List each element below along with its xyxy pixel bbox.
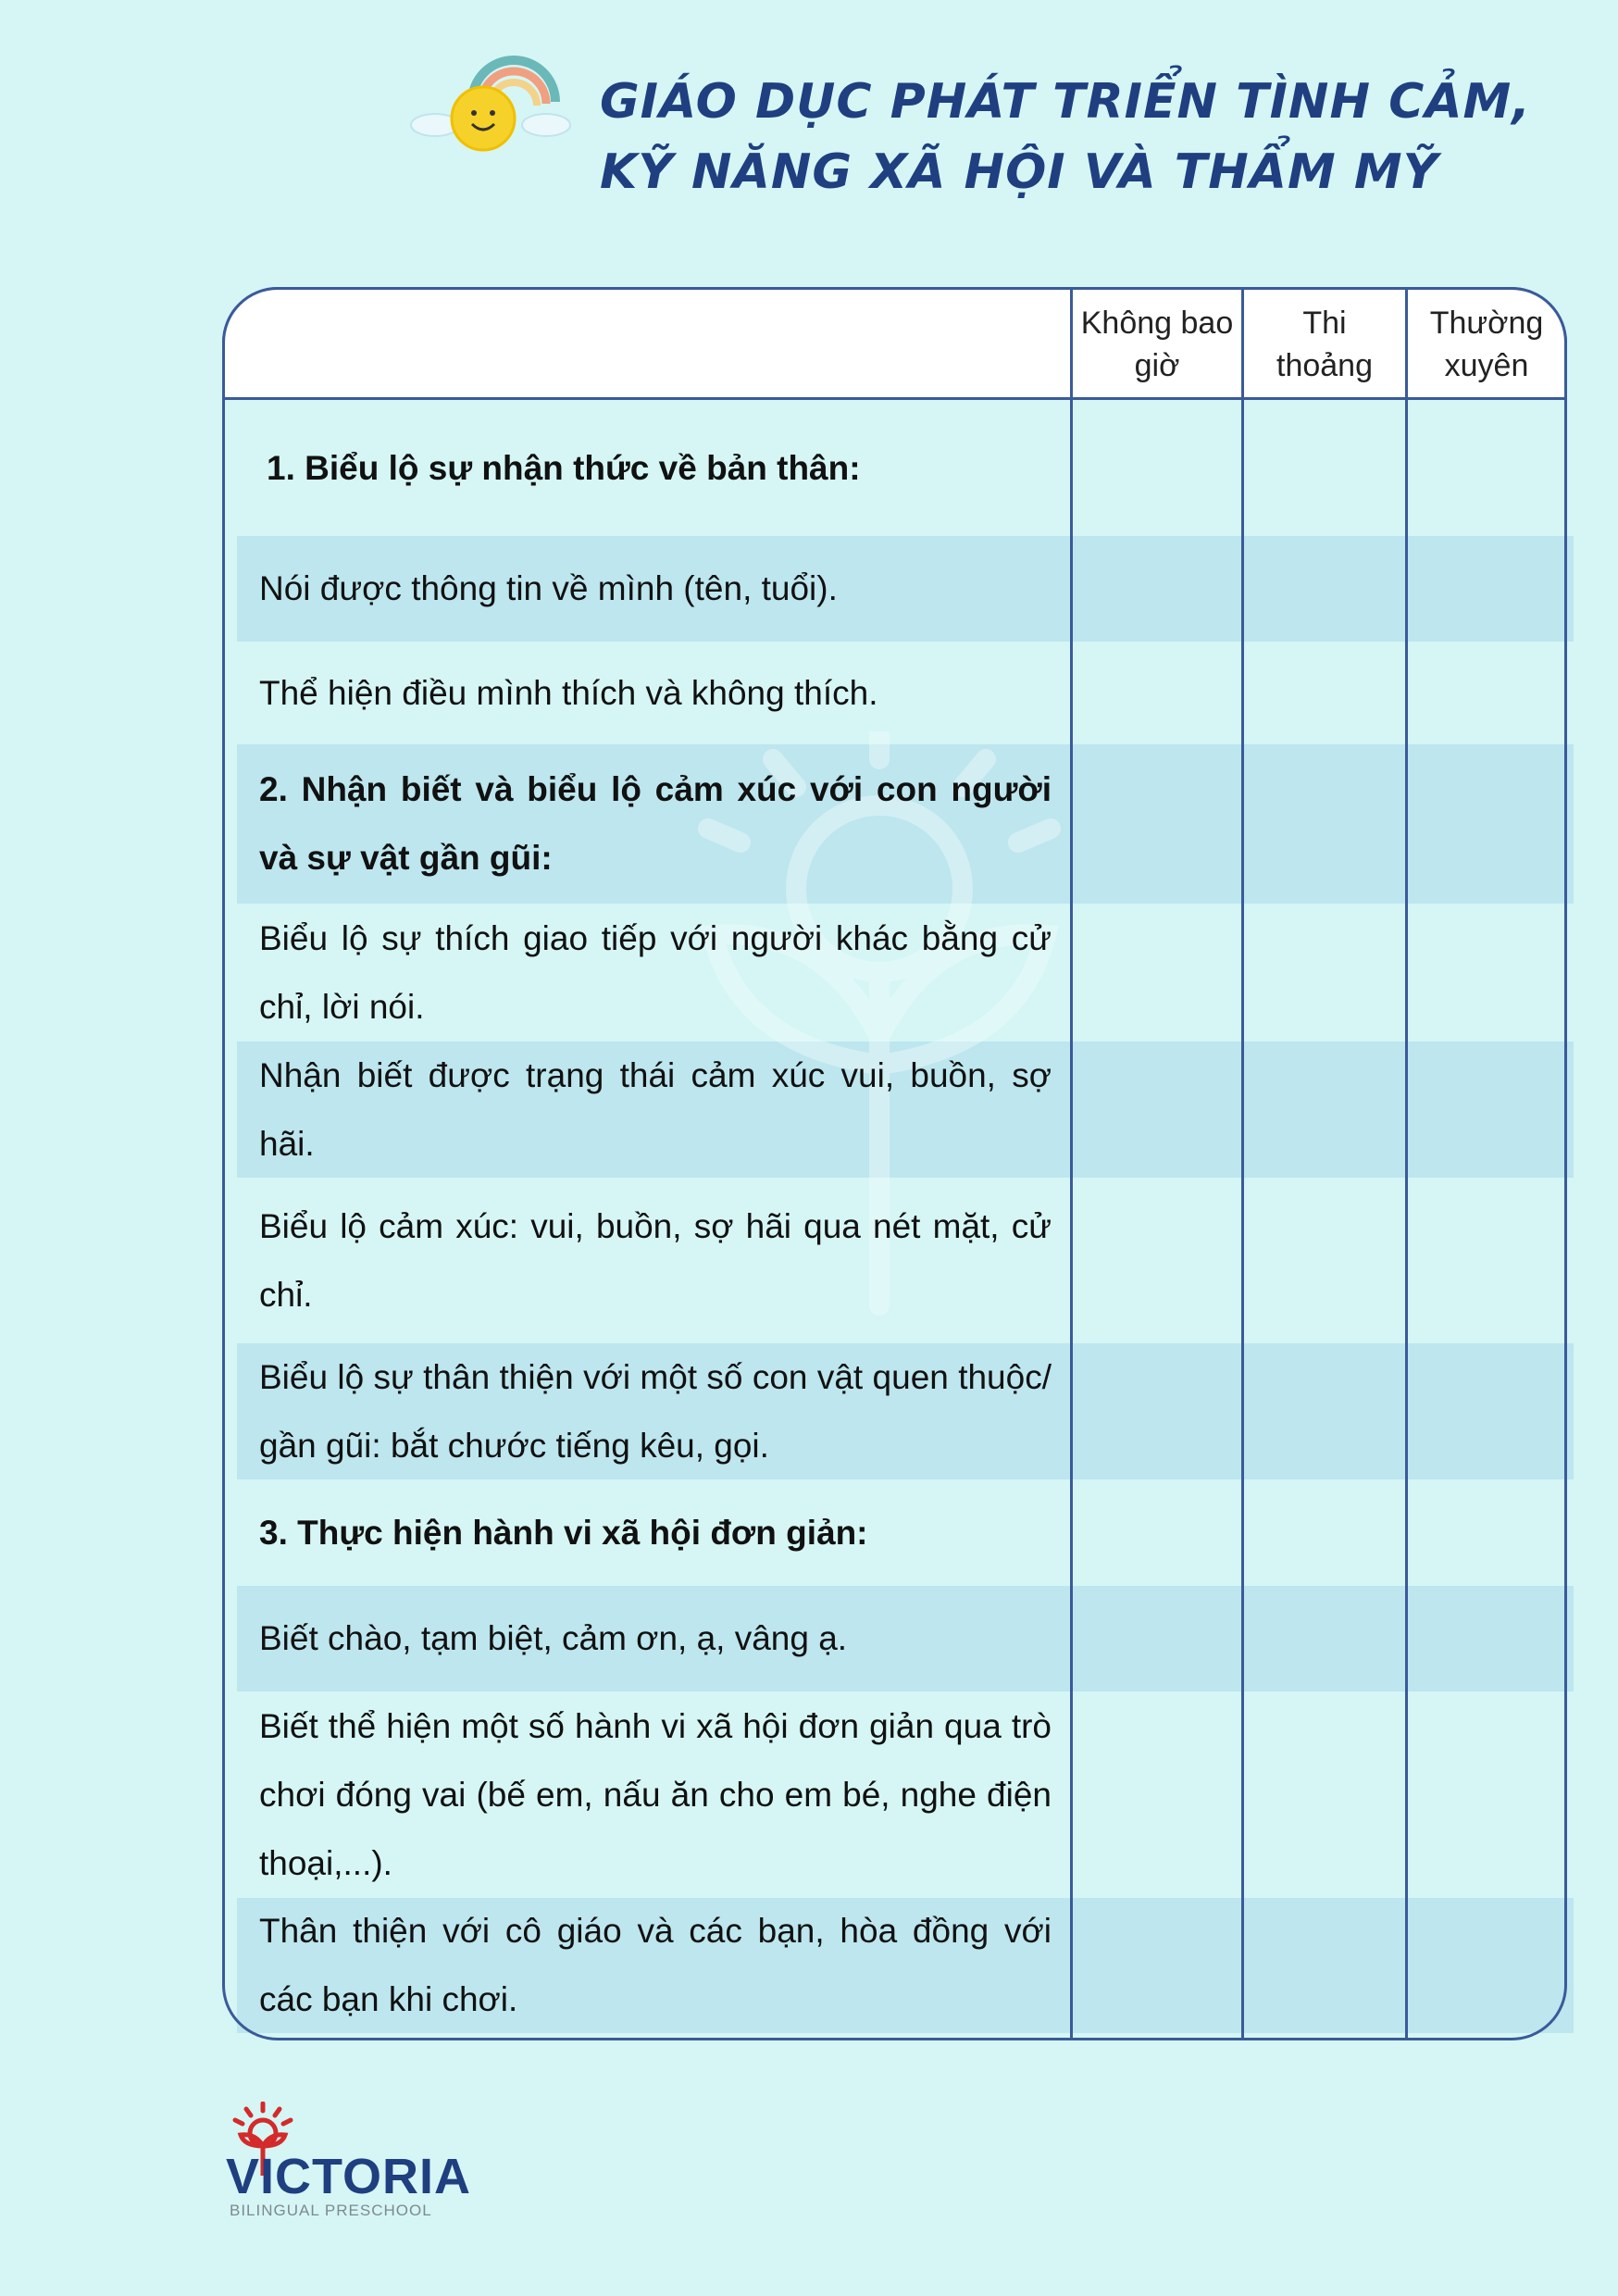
table-row: Nhận biết được trạng thái cảm xúc vui, buồn, sợ hãi. — [259, 1055, 1052, 1163]
column-header-never: Không bao giờ — [1080, 306, 1234, 383]
column-divider — [1405, 287, 1408, 2040]
column-header-sometimes: Thi thoảng — [1276, 306, 1373, 383]
table-row: Nói được thông tin về mình (tên, tuổi). — [259, 569, 838, 607]
table-row: Thân thiện với cô giáo và các bạn, hòa đồng với các bạn khi chơi. — [259, 1912, 1052, 2018]
table-row: Biểu lộ cảm xúc: vui, buồn, sợ hãi qua nét mặt, cử chỉ. — [259, 1206, 1052, 1314]
logo-name: VICTORIA — [226, 2149, 472, 2204]
title-line-1: GIÁO DỤC PHÁT TRIỂN TÌNH CẢM, — [600, 74, 1531, 130]
column-divider — [1241, 287, 1244, 2040]
section-heading: 2. Nhận biết và biểu lộ cảm xúc với con người và sự vật gần gũi: — [259, 770, 1052, 877]
table-row: Biết thể hiện một số hành vi xã hội đơn giản qua trò chơi đóng vai (bế em, nấu ăn cho em bé, nghe điện thoại,...). — [259, 1706, 1052, 1882]
table-row: Biểu lộ sự thân thiện với một số con vật quen thuộc/ gần gũi: bắt chước tiếng kêu, gọi. — [259, 1357, 1052, 1465]
page-title — [600, 67, 1531, 207]
sun-rainbow-icon — [407, 37, 574, 167]
section-heading: 1. Biểu lộ sự nhận thức về bản thân: — [267, 448, 861, 487]
logo-subtitle: BILINGUAL PRESCHOOL — [230, 2202, 432, 2219]
table-row: Biểu lộ sự thích giao tiếp với người khác bằng cử chỉ, lời nói. — [259, 918, 1052, 1026]
section-heading: 3. Thực hiện hành vi xã hội đơn giản: — [259, 1513, 868, 1552]
column-header-often: Thường xuyên — [1429, 306, 1544, 383]
title-line-2: KỸ NĂNG XÃ HỘI VÀ THẨM MỸ — [600, 144, 1439, 200]
table-row: Thể hiện điều mình thích và không thích. — [259, 673, 878, 712]
table-row: Biết chào, tạm biệt, cảm ơn, ạ, vâng ạ. — [259, 1619, 848, 1657]
column-divider — [1070, 287, 1073, 2040]
